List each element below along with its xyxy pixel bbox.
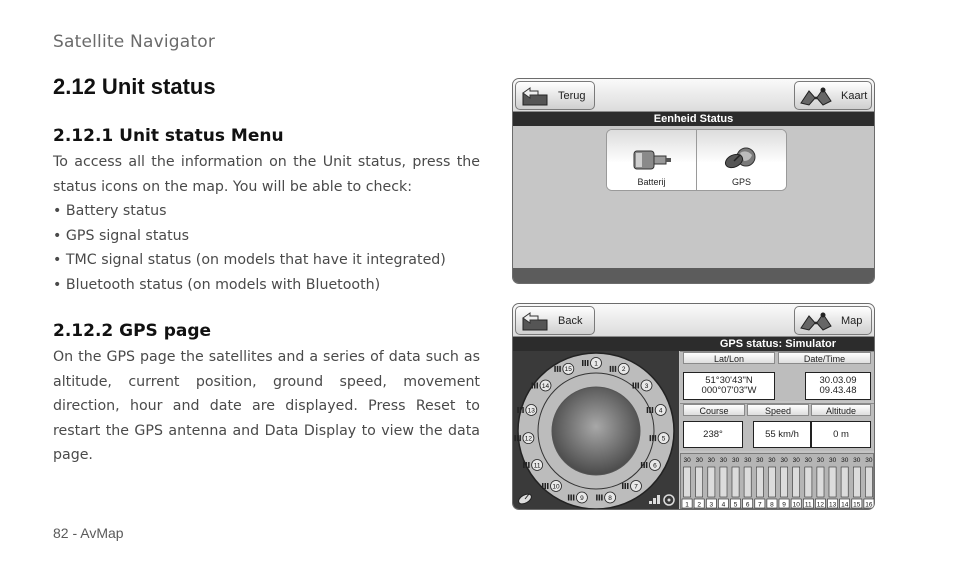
satellite-id-label: 5 — [733, 501, 738, 509]
signal-value-label: 30 — [768, 457, 776, 464]
satellite-signal-mark — [532, 383, 534, 389]
longitude-value: 000°07'03"W — [701, 385, 757, 396]
back-button[interactable] — [515, 81, 595, 110]
signal-bar — [768, 467, 775, 497]
motion-panel — [680, 403, 874, 451]
datetime-value — [805, 372, 871, 400]
satellite-signal-mark — [517, 435, 519, 441]
position-panel — [680, 351, 874, 401]
satellite-signal-mark — [601, 495, 603, 501]
satellite-number: 1 — [594, 360, 598, 368]
signal-value-label: 30 — [865, 457, 873, 464]
satellite-signal-mark — [641, 462, 643, 468]
signal-value-label: 30 — [695, 457, 703, 464]
satellite-signal-mark — [652, 407, 654, 413]
satellite-signal-mark — [554, 366, 556, 372]
satellite-signal-mark — [520, 407, 522, 413]
signal-bar — [684, 467, 691, 497]
battery-tile-label: Batterij — [637, 177, 666, 187]
course-value: 238° — [683, 421, 743, 448]
satellite-signal-mark — [622, 483, 624, 489]
status-tiles — [606, 129, 787, 191]
satellite-number: 10 — [552, 483, 560, 491]
map-button-label: Kaart — [841, 89, 868, 102]
satellite-signal-mark — [557, 366, 559, 372]
satellite-id-label: 12 — [816, 501, 825, 509]
map-icon — [799, 85, 833, 107]
signal-value-label: 30 — [780, 457, 788, 464]
course-header: Course — [683, 404, 745, 416]
satellite-signal-mark — [643, 462, 645, 468]
time-value: 09.43.48 — [819, 385, 857, 396]
satellite-signal-mark — [519, 435, 521, 441]
satellite-id-label: 16 — [865, 501, 873, 509]
signal-value-label: 30 — [731, 457, 740, 464]
satellite-signal-mark — [610, 366, 612, 372]
signal-bar — [829, 467, 836, 497]
signal-bar — [744, 467, 751, 497]
satellite-number: 4 — [658, 407, 663, 415]
satellite-id-label: 14 — [841, 501, 849, 509]
signal-bar — [853, 467, 860, 497]
bottom-bar — [513, 268, 874, 283]
map-button-label: Map — [841, 314, 863, 327]
satellite-signal-mark — [559, 366, 561, 372]
satellite-number: 11 — [533, 462, 541, 470]
satellite-id-label: 9 — [782, 501, 786, 509]
satellite-id-label: 13 — [828, 501, 837, 509]
signal-value-label: 30 — [792, 457, 800, 464]
satellite-signal-mark — [573, 495, 575, 501]
signal-bar — [805, 467, 812, 497]
signal-value-label: 30 — [744, 457, 752, 464]
subsection-title-unit-status-menu: 2.12.1 Unit status Menu — [53, 126, 284, 146]
altitude-header: Altitude — [811, 404, 871, 416]
signal-bar — [793, 467, 800, 497]
page-footer: 82 - AvMap — [53, 525, 124, 541]
satellite-number: 12 — [524, 435, 533, 443]
satellite-signal-mark — [545, 483, 547, 489]
top-bar — [513, 79, 874, 112]
satellite-id-label: 10 — [792, 501, 800, 509]
satellite-number: 7 — [634, 483, 638, 491]
signal-value-label: 30 — [853, 457, 861, 464]
back-button-label: Terug — [558, 89, 586, 102]
signal-bar — [756, 467, 763, 497]
bullet-item: • Battery status — [53, 199, 446, 224]
gps-tile-label: GPS — [731, 177, 751, 187]
satellite-dish-icon — [720, 147, 764, 171]
unit-status-intro: To access all the information on the Unit status, press the status icons on the map. You will be able to check: — [53, 154, 480, 195]
running-header: Satellite Navigator — [53, 32, 216, 52]
signal-value-label: 30 — [719, 457, 728, 464]
satellite-signal-mark — [537, 383, 539, 389]
gps-antenna-icon — [517, 492, 533, 506]
bullet-item: • Bluetooth status (on models with Bluetooth) — [53, 273, 446, 298]
satellite-id-label: 15 — [853, 501, 861, 509]
satellite-signal-mark — [612, 366, 614, 372]
satellite-signal-mark — [547, 483, 549, 489]
screen-title: Eenheid Status — [513, 112, 874, 126]
satellite-signal-mark — [542, 483, 544, 489]
satellite-signal-mark — [625, 483, 627, 489]
satellite-number: 14 — [541, 382, 550, 390]
map-button[interactable] — [794, 81, 872, 110]
sky-view — [513, 351, 679, 510]
satellite-signal-mark — [526, 462, 528, 468]
satellite-id-label: 6 — [745, 501, 750, 509]
signal-value-label: 30 — [683, 457, 691, 464]
satellite-signal-mark — [568, 495, 570, 501]
satellite-number: 5 — [661, 435, 666, 443]
satellite-signal-mark — [528, 462, 530, 468]
latlon-header: Lat/Lon — [683, 352, 775, 364]
signal-value-label: 30 — [816, 457, 825, 464]
top-bar — [513, 304, 874, 337]
back-button[interactable] — [515, 306, 595, 335]
bullet-item: • TMC signal status (on models that have it integrated) — [53, 248, 446, 273]
latlon-value — [683, 372, 775, 400]
satellite-signal-mark — [585, 360, 587, 366]
satellite-number: 9 — [580, 494, 584, 502]
signal-bar — [817, 467, 824, 497]
screen-title: GPS status: Simulator — [513, 337, 874, 351]
satellite-signal-mark — [646, 462, 648, 468]
gps-page-description: On the GPS page the satellites and a series of data such as altitude, current position, ground speed, movement direction, hour and date are displayed. Press Reset to restart the GPS antenna and Data Display to view the data page. — [53, 349, 480, 463]
signal-bar — [708, 467, 715, 497]
satellite-id-label: 8 — [770, 501, 774, 509]
satellite-signal-mark — [522, 407, 524, 413]
signal-value-label: 30 — [707, 457, 715, 464]
satellite-id-label: 1 — [685, 501, 689, 509]
satellite-number: 6 — [653, 462, 657, 470]
satellite-signal-mark — [599, 495, 601, 501]
satellite-id-label: 2 — [697, 501, 702, 509]
satellite-number: 13 — [527, 407, 535, 415]
satellite-id-label: 11 — [804, 501, 812, 509]
satellite-signal-mark — [534, 383, 536, 389]
altitude-value: 0 m — [811, 421, 871, 448]
signal-bar — [732, 467, 739, 497]
signal-strength-icon — [649, 495, 674, 505]
satellite-signal-mark — [627, 483, 629, 489]
satellite-signal-mark — [517, 407, 519, 413]
satellite-id-label: 7 — [757, 501, 762, 509]
satellite-signal-mark — [652, 435, 654, 441]
sky-center — [552, 387, 640, 475]
folder-back-icon — [520, 85, 550, 107]
satellite-signal-mark — [615, 366, 617, 372]
gps-status-screen — [512, 303, 875, 510]
signal-bar-chart — [681, 454, 875, 510]
satellite-signal-mark — [649, 407, 651, 413]
signal-bar — [841, 467, 848, 497]
battery-icon — [630, 147, 674, 171]
subsection-title-gps-page: 2.12.2 GPS page — [53, 321, 212, 341]
signal-value-label: 30 — [804, 457, 812, 464]
satellite-signal-mark — [596, 495, 598, 501]
datetime-header: Date/Time — [778, 352, 871, 364]
latitude-value: 51°30'43"N — [705, 375, 753, 386]
back-button-label: Back — [558, 314, 583, 327]
date-value: 30.03.09 — [819, 375, 857, 386]
satellite-signal-mark — [587, 360, 589, 366]
signal-bar — [781, 467, 788, 497]
satellite-signal-mark — [647, 407, 649, 413]
satellite-id-label: 4 — [721, 501, 726, 509]
bullet-item: • GPS signal status — [53, 224, 446, 249]
satellite-signal-bars — [680, 453, 874, 509]
gps-tile[interactable] — [696, 130, 786, 190]
satellite-number: 2 — [621, 366, 626, 374]
satellite-number: 8 — [608, 494, 612, 502]
satellite-signal-mark — [514, 435, 516, 441]
folder-back-icon — [520, 310, 550, 332]
signal-value-label: 30 — [756, 457, 764, 464]
satellite-number: 15 — [564, 366, 572, 374]
map-button[interactable] — [794, 306, 872, 335]
satellite-signal-mark — [523, 462, 525, 468]
map-icon — [799, 310, 833, 332]
signal-bar — [696, 467, 703, 497]
speed-value: 55 km/h — [753, 421, 811, 448]
unit-status-screen — [512, 78, 875, 284]
signal-value-label: 30 — [828, 457, 837, 464]
signal-bar — [720, 467, 727, 497]
battery-tile[interactable] — [607, 130, 696, 190]
satellite-signal-mark — [638, 383, 640, 389]
signal-value-label: 30 — [841, 457, 849, 464]
section-title: 2.12 Unit status — [53, 74, 216, 99]
satellite-sky-plot — [513, 351, 679, 510]
satellite-id-label: 3 — [709, 501, 714, 509]
satellite-signal-mark — [633, 383, 635, 389]
satellite-signal-mark — [655, 435, 657, 441]
satellite-signal-mark — [582, 360, 584, 366]
satellite-signal-mark — [650, 435, 652, 441]
status-bullet-list — [53, 199, 446, 297]
satellite-signal-mark — [635, 383, 637, 389]
satellite-signal-mark — [570, 495, 572, 501]
speed-header: Speed — [747, 404, 809, 416]
signal-bar — [865, 467, 872, 497]
satellite-number: 3 — [644, 382, 649, 390]
